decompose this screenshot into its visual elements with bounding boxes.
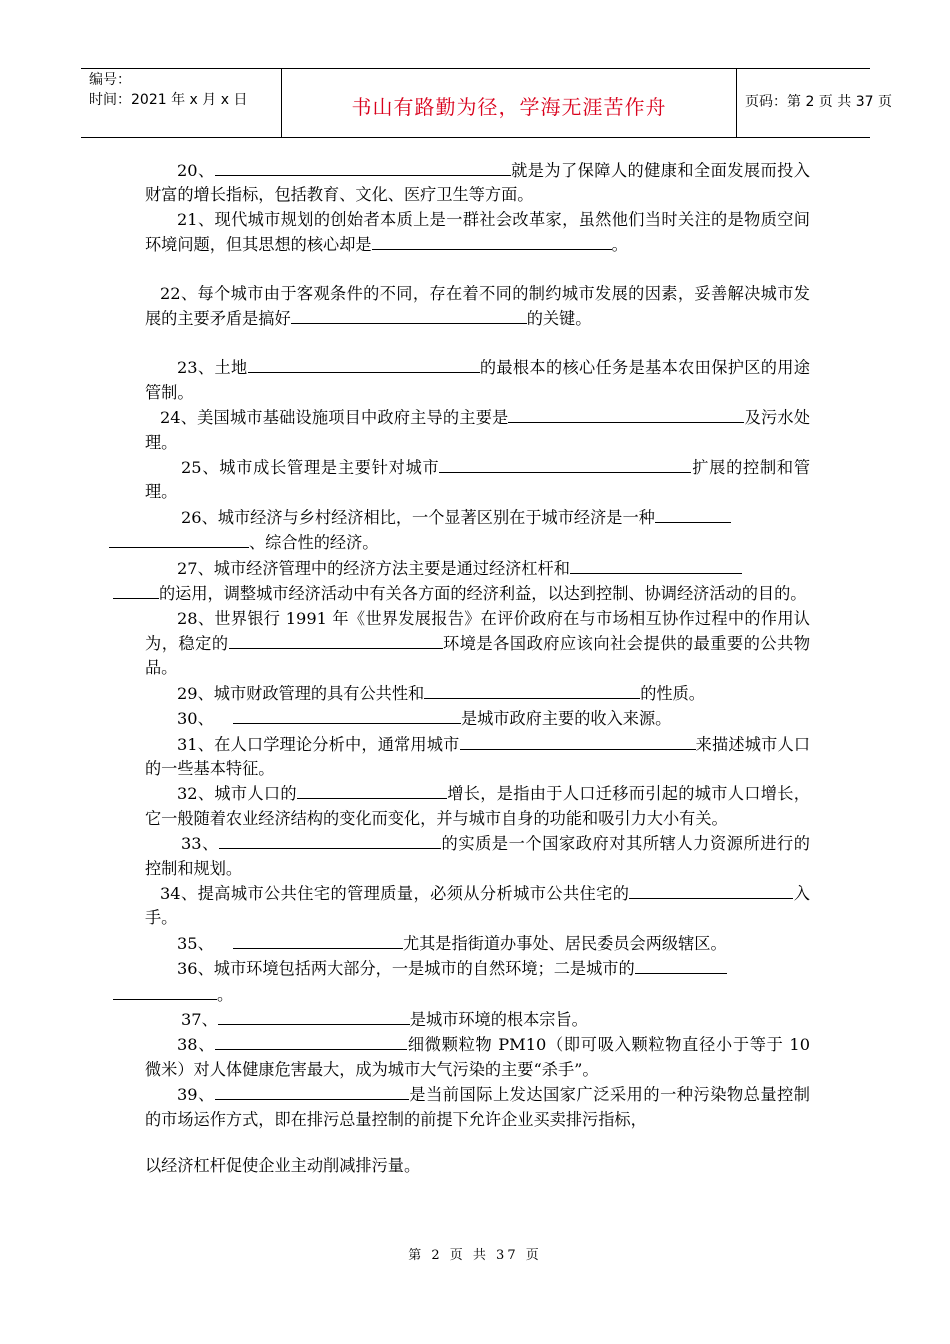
answer-blank[interactable] — [229, 631, 443, 649]
question-text: 细微颗粒物 PM10（即可吸入颗粒物直径小于等于 10 微米）对人体健康危害最大，成为城市大气污染的主要“杀手”。 — [145, 1035, 810, 1079]
question-text: 28、世界银行 1991 年《世界发展报告》在评价政府在与市场相互协作过程中的作用认为，稳定的 — [145, 608, 810, 653]
question-text: 26、城市经济与乡村经济相比，一个显著区别在于城市经济是一种 — [181, 507, 655, 527]
question-text: 34、提高城市公共住宅的管理质量，必须从分析城市公共住宅的 — [160, 883, 630, 903]
question-36 — [145, 956, 810, 1007]
answer-blank[interactable] — [508, 405, 744, 423]
question-text: 24、美国城市基础设施项目中政府主导的主要是 — [160, 408, 509, 428]
question-text: 是城市政府主要的收入来源。 — [460, 709, 672, 729]
question-text: 23、土地 — [177, 358, 248, 378]
question-text: 环境是各国政府应该向社会提供的最重要的公共物品。 — [145, 633, 811, 678]
question-text: 就是为了保障人的健康和全面发展而投入财富的增长指标，包括教育、文化、医疗卫生等方面。 — [145, 161, 810, 205]
question-text: 是当前国际上发达国家广泛采用的一种污染物总量控制的市场运作方式，即在排污总量控制的前提下允许企业买卖排污指标， — [145, 1085, 810, 1129]
answer-blank[interactable] — [372, 232, 612, 250]
question-text: 扩展的控制和管理。 — [145, 458, 811, 502]
answer-blank-continued[interactable] — [113, 982, 217, 1000]
question-text: 及污水处理。 — [145, 408, 811, 452]
answer-blank[interactable] — [233, 706, 461, 724]
question-text: 的实质是一个国家政府对其所辖人力资源所进行的控制和规划。 — [145, 834, 810, 878]
answer-blank[interactable] — [629, 881, 793, 899]
answer-blank-continued[interactable] — [109, 530, 249, 548]
answer-blank[interactable] — [291, 306, 527, 324]
question-text: 33、 — [181, 834, 219, 854]
question-text: 是城市环境的根本宗旨。 — [409, 1010, 588, 1029]
question-text: 21、现代城市规划的创始者本质上是一群社会改革家，虽然他们当时关注的是物质空间环境问题，但其思想的核心却是 — [145, 209, 810, 255]
answer-blank[interactable] — [460, 732, 696, 750]
answer-blank[interactable] — [219, 831, 441, 849]
question-text: 29、城市财政管理的具有公共性和 — [177, 683, 425, 703]
document-date-label: 时间：2021 年 x 月 x 日 — [89, 92, 248, 108]
question-28 — [145, 607, 810, 681]
page-footer: 第 2 页 共 37 页 — [408, 1248, 542, 1263]
question-text: 27、城市经济管理中的经济方法主要是通过经济杠杆和 — [177, 558, 570, 578]
question-text: 20、 — [177, 161, 215, 180]
header-motto-cell — [281, 69, 737, 137]
question-34 — [145, 881, 810, 931]
question-text: 32、城市人口的 — [177, 784, 297, 804]
question-21 — [145, 208, 810, 258]
answer-blank[interactable] — [248, 355, 480, 373]
question-32 — [145, 781, 810, 831]
question-text: 入手。 — [145, 883, 810, 928]
question-25 — [145, 455, 810, 505]
document-header — [81, 68, 892, 138]
question-text: 38、 — [177, 1035, 216, 1055]
question-text: 37、 — [181, 1010, 218, 1029]
question-text: 增长，是指由于人口迁移而引起的城市人口增长，它一般随着农业经济结构的变化而变化，并与城市自身的功能和吸引力大小有关。 — [145, 784, 810, 828]
question-text: 39、 — [177, 1085, 215, 1105]
header-page-label: 页码：第 2 页 共 37 页 — [745, 94, 892, 110]
answer-blank[interactable] — [218, 1007, 410, 1025]
answer-blank[interactable] — [297, 781, 447, 799]
question-35 — [145, 931, 810, 956]
header-motto: 书山有路勤为径，学海无涯苦作舟 — [351, 95, 667, 119]
question-24 — [145, 405, 810, 455]
header-info-cell — [81, 69, 281, 137]
header-page-cell — [736, 69, 892, 137]
question-23 — [145, 355, 810, 405]
answer-blank[interactable] — [635, 956, 727, 974]
question-text: 的关键。 — [526, 309, 592, 329]
question-33 — [145, 831, 810, 881]
answer-blank[interactable] — [215, 1032, 407, 1050]
question-text: 31、在人口学理论分析中，通常用城市 — [177, 734, 460, 754]
question-text: 22、每个城市由于客观条件的不同，存在着不同的制约城市发展的因素，妥善解决城市发展的主要矛盾是搞好 — [145, 283, 810, 329]
question-20 — [145, 158, 810, 208]
answer-blank[interactable] — [233, 931, 403, 949]
question-text: 。 — [611, 235, 628, 255]
question-text: 35、 — [177, 933, 219, 953]
question-text: 36、城市环境包括两大部分，一是城市的自然环境；二是城市的 — [177, 959, 635, 979]
question-text: 来描述城市人口的一些基本特征。 — [145, 734, 811, 778]
question-text: 。 — [217, 984, 234, 1004]
question-22 — [145, 282, 810, 332]
question-31 — [145, 732, 810, 782]
answer-blank[interactable] — [655, 505, 731, 523]
question-27 — [145, 556, 810, 607]
question-39-continued — [145, 1154, 810, 1178]
answer-blank[interactable] — [570, 556, 742, 574]
question-text: 的运用，调整城市经济活动中有关各方面的经济利益，以达到控制、协调经济活动的目的。 — [159, 584, 807, 604]
question-text: 的最根本的核心任务是基本农田保护区的用途管制。 — [145, 358, 810, 402]
question-text: 以经济杠杆促使企业主动削减排污量。 — [145, 1156, 421, 1176]
answer-blank-continued[interactable] — [113, 581, 159, 599]
question-text: 尤其是指街道办事处、居民委员会两级辖区。 — [402, 933, 727, 953]
question-39 — [145, 1082, 810, 1132]
document-number-label: 编号： — [89, 72, 131, 88]
question-text: 的性质。 — [640, 683, 705, 703]
question-37 — [145, 1007, 810, 1032]
answer-blank[interactable] — [215, 1082, 409, 1100]
question-text: 、综合性的经济。 — [249, 533, 379, 553]
question-29 — [145, 681, 810, 706]
question-30 — [145, 706, 810, 731]
question-list — [145, 158, 810, 1178]
question-text: 30、 — [177, 709, 219, 729]
question-26 — [145, 505, 810, 556]
question-text: 25、城市成长管理是主要针对城市 — [181, 458, 440, 478]
question-38 — [145, 1032, 810, 1082]
answer-blank[interactable] — [215, 158, 511, 176]
answer-blank[interactable] — [439, 455, 691, 473]
answer-blank[interactable] — [424, 681, 640, 699]
